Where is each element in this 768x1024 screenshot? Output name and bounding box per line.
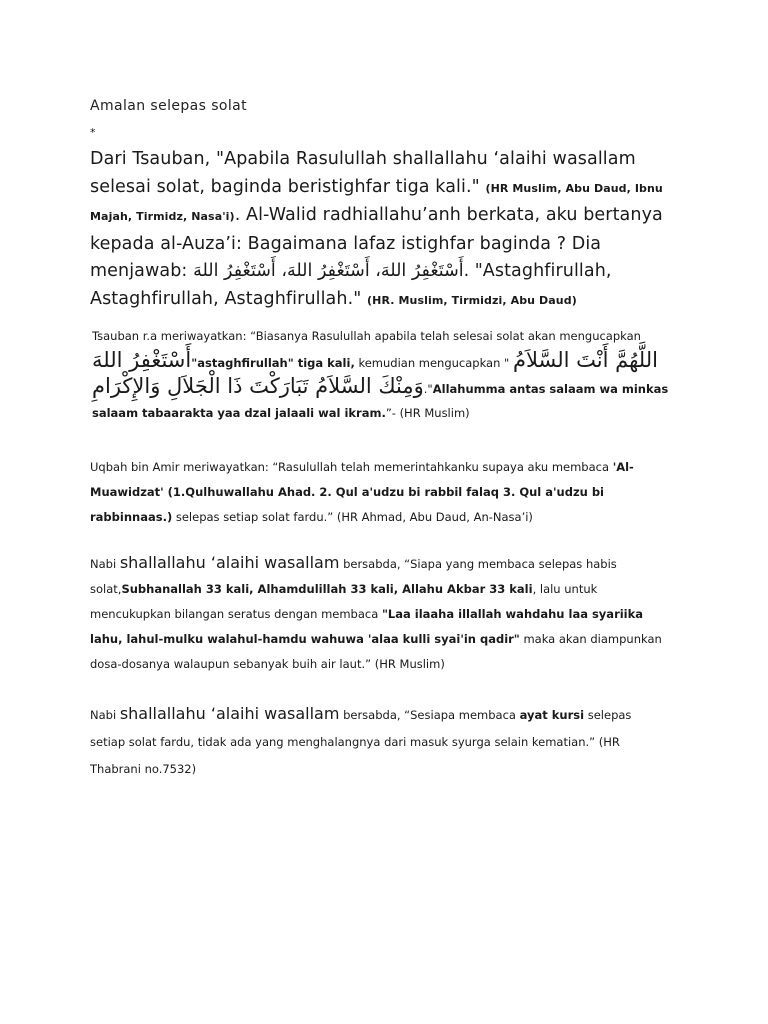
- bold-segment: ayat kursi: [519, 708, 585, 722]
- quote-mark: ": [504, 355, 510, 370]
- text-segment: maka akan diampunkan dosa-dosanya walaupun sebanyak buih air laut.” (HR Muslim): [90, 632, 662, 671]
- text-segment: kemudian mengucapkan: [354, 355, 505, 370]
- paragraph-tasbih: [90, 550, 670, 677]
- paragraph-tsauban-istighfar: [90, 146, 670, 314]
- text-segment: Tsauban r.a meriwayatkan: “Biasanya Rasulullah apabila telah selesai solat akan mengucapkan: [92, 329, 641, 343]
- arabic-istighfar: أَسْتَغْفِرُ اللهَ، أَسْتَغْفِرُ اللهَ، أَسْتَغْفِرُ اللهَ: [193, 261, 464, 281]
- arabic-astaghfirullah: أَسْتَغْفِرُ اللهَ: [92, 347, 192, 372]
- text-segment: Nabi: [90, 708, 120, 722]
- hadith-reference: (HR. Muslim, Tirmidzi, Abu Daud): [367, 293, 577, 307]
- paragraph-ayat-kursi: [90, 700, 670, 783]
- paragraph-tsauban-dzikir: [92, 325, 672, 425]
- bold-segment: Allahumma antas salaam wa minkas salaam tabaarakta yaa dzal jalaali wal ikram.: [92, 382, 669, 420]
- paragraph-uqbah: [90, 455, 670, 530]
- text-segment: selepas setiap solat fardu, tidak ada yang menghalangnya dari masuk syurga selain kematian.” (HR Thabrani no.7532): [90, 708, 632, 776]
- bold-segment: "Laa ilaaha illallah wahdahu laa syariika lahu, lahul-mulku walahul-hamdu wahuwa 'alaa kulli syai'in qadir": [90, 607, 644, 646]
- text-segment: . "Astaghfirullah, Astaghfirullah, Astaghfirullah.": [90, 261, 612, 309]
- hadith-reference: (HR Muslim, Abu Daud, Ibnu Majah, Tirmidz, Nasa'i): [90, 181, 663, 223]
- bold-segment: Subhanallah 33 kali, Alhamdulillah 33 kali, Allahu Akbar 33 kali: [121, 582, 533, 596]
- text-segment: bersabda, “Sesiapa membaca: [339, 708, 520, 722]
- text-segment: ”- (HR Muslim): [385, 405, 470, 420]
- salawat-phrase: shallallahu ‘alaihi wasallam: [119, 704, 340, 723]
- text-segment: Uqbah bin Amir meriwayatkan: “Rasulullah telah memerintahkanku supaya aku membaca: [90, 460, 613, 474]
- text-segment: Dari Tsauban, "Apabila Rasulullah shallallahu ‘alaihi wasallam selesai solat, baginda beristighfar tiga kali.": [90, 149, 636, 197]
- arabic-allahumma: اللَّهُمَّ أَنْتَ السَّلاَمُ وَمِنْكَ السَّلاَمُ تَبَارَكْتَ ذَا الْجَلاَلِ وَالإِكْرَامِ: [92, 347, 658, 398]
- quote-mark: .": [423, 382, 433, 396]
- document-title: Amalan selepas solat: [90, 98, 248, 114]
- text-segment: Nabi: [90, 557, 120, 571]
- text-segment: , lalu untuk mencukupkan bilangan seratus dengan membaca: [90, 582, 598, 621]
- text-segment: bersabda, “Siapa yang membaca selepas habis solat,: [90, 557, 617, 596]
- bullet-marker: *: [90, 126, 96, 139]
- salawat-phrase: shallallahu ‘alaihi wasallam: [119, 553, 340, 572]
- text-segment: selepas setiap solat fardu.” (HR Ahmad, Abu Daud, An-Nasa’i): [172, 510, 533, 524]
- bold-segment: 'Al-Muawidzat' (1.Qulhuwallahu Ahad. 2. Qul a'udzu bi rabbil falaq 3. Qul a'udzu bi rabbinnaas.): [90, 460, 634, 524]
- text-segment: . Al-Walid radhiallahu’anh berkata, aku bertanya kepada al-Auza’i: Bagaimana lafaz istighfar baginda ? Dia menjawab:: [90, 205, 663, 281]
- bold-segment: "astaghfirullah" tiga kali,: [191, 355, 355, 370]
